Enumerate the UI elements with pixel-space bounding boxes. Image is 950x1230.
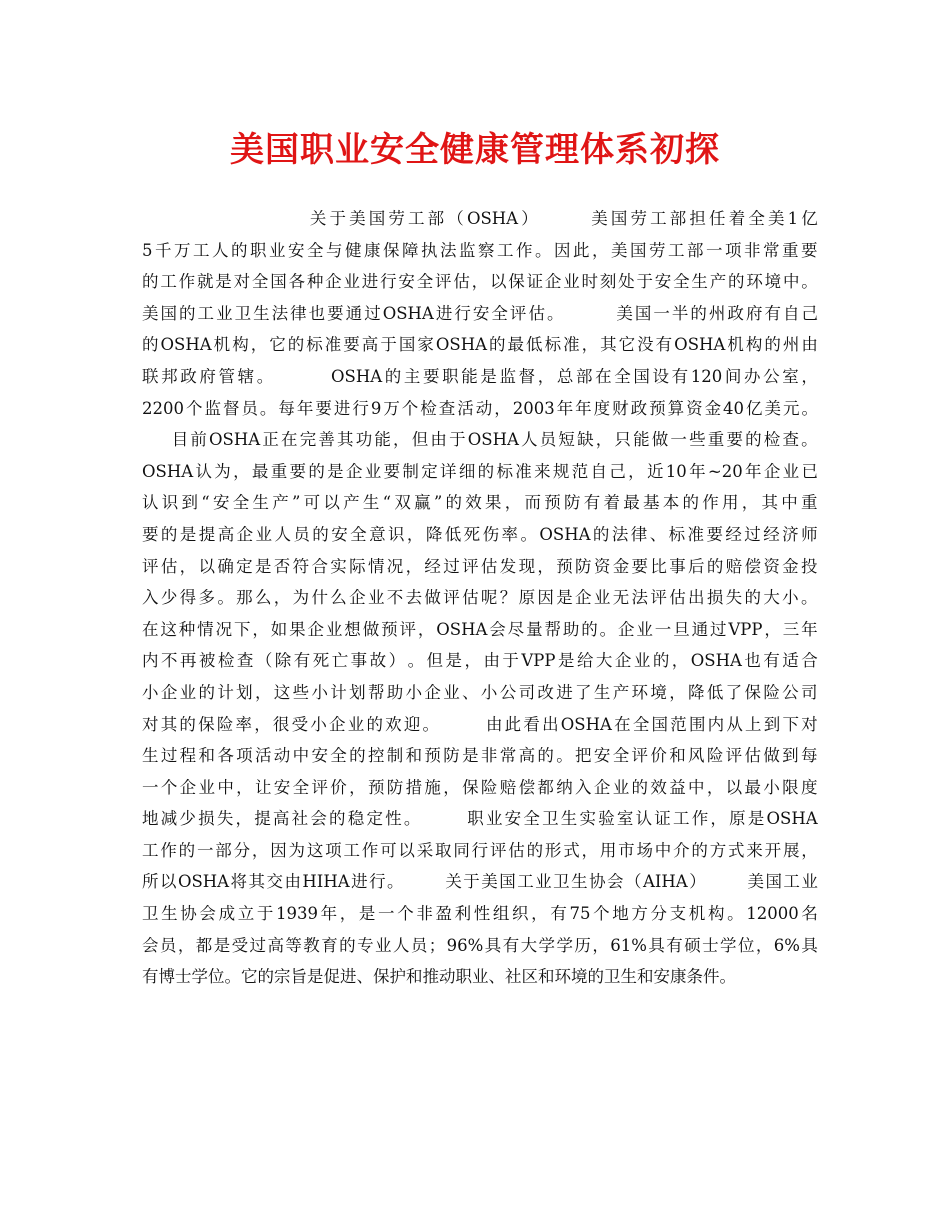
text-line: 卫 生 协 会 成 立 于 1939 年 ， 是 一 个 非 盈 利 性 组 织 ， 有 75 个 地 方 分 支 机 构 。 12000 名 <box>142 904 818 924</box>
text-line: 会 员 ， 都 是 受 过 高 等 教 育 的 专 业 人 员 ； 96% 具 有 大 学 学 历 ， 61% 具 有 硕 士 学 位 ， 6% 具 <box>142 935 818 955</box>
document-title: 美国职业安全健康管理体系初探 <box>230 130 720 170</box>
text-line: 美 国 的 工 业 卫 生 法 律 也 要 通 过 OSHA 进 行 安 全 评 估 。 美 国 一 半 的 州 政 府 有 自 己 <box>142 303 818 323</box>
text-line: 工 作 的 一 部 分 ， 因 为 这 项 工 作 可 以 采 取 同 行 评 估 的 形 式 ， 用 市 场 中 介 的 方 式 来 开 展 ， <box>142 840 818 860</box>
text-line: OSHA 认 为 ， 最 重 要 的 是 企 业 要 制 定 详 细 的 标 准 来 规 范 自 己 ， 近 10 年 ~20 年 企 业 已 <box>142 461 818 481</box>
text-line: 入 少 得 多 。 那 么 ， 为 什 么 企 业 不 去 做 评 估 呢 ？ 原 因 是 企 业 无 法 评 估 出 损 失 的 大 小 。 <box>142 588 818 608</box>
document-body <box>142 203 818 993</box>
text-line: 对 其 的 保 险 率 ， 很 受 小 企 业 的 欢 迎 。 由 此 看 出 OSHA 在 全 国 范 围 内 从 上 到 下 对 <box>142 714 818 734</box>
text-line: 5 千 万 工 人 的 职 业 安 全 与 健 康 保 障 执 法 监 察 工 作 。 因 此 ， 美 国 劳 工 部 一 项 非 常 重 要 <box>142 240 818 260</box>
text-line: 评 估 ， 以 确 定 是 否 符 合 实 际 情 况 ， 经 过 评 估 发 现 ， 预 防 资 金 要 比 事 后 的 赔 偿 资 金 投 <box>142 556 818 576</box>
text-line: 生 过 程 和 各 项 活 动 中 安 全 的 控 制 和 预 防 是 非 常 高 的 。 把 安 全 评 价 和 风 险 评 估 做 到 每 <box>142 746 818 766</box>
text-line: 要 的 是 提 高 企 业 人 员 的 安 全 意 识 ， 降 低 死 伤 率 。 OSHA 的 法 律 、 标 准 要 经 过 经 济 师 <box>142 524 818 544</box>
text-line: 的 OSHA 机 构 ， 它 的 标 准 要 高 于 国 家 OSHA 的 最 低 标 准 ， 其 它 没 有 OSHA 机 构 的 州 由 <box>142 335 818 355</box>
text-line: 在 这 种 情 况 下 ， 如 果 企 业 想 做 预 评 ， OSHA 会 尽 量 帮 助 的 。 企 业 一 旦 通 过 VPP ， 三 年 <box>142 619 818 639</box>
text-line: 认 识 到 “ 安 全 生 产 ” 可 以 产 生 “ 双 赢 ” 的 效 果 ， 而 预 防 有 着 最 基 本 的 作 用 ， 其 中 重 <box>142 493 818 513</box>
text-line: 小 企 业 的 计 划 ， 这 些 小 计 划 帮 助 小 企 业 、 小 公 司 改 进 了 生 产 环 境 ， 降 低 了 保 险 公 司 <box>142 682 818 702</box>
text-line: 所 以 OSHA 将 其 交 由 HIHA 进 行 。 关 于 美 国 工 业 卫 生 协 会 （ AIHA ） 美 国 工 业 <box>142 872 818 892</box>
text-line: 地 减 少 损 失 ， 提 高 社 会 的 稳 定 性 。 职 业 安 全 卫 生 实 验 室 认 证 工 作 ， 原 是 OSHA <box>142 809 818 829</box>
text-line: 有 博 士 学 位 。 它 的 宗 旨 是 促 进 、 保 护 和 推 动 职 业 、 社 区 和 环 境 的 卫 生 和 安 康 条 件 。 <box>142 967 736 987</box>
text-line: 内 不 再 被 检 查 （ 除 有 死 亡 事 故 ） 。 但 是 ， 由 于 VPP 是 给 大 企 业 的 ， OSHA 也 有 适 合 <box>142 651 818 671</box>
text-line: 一 个 企 业 中 ， 让 安 全 评 价 ， 预 防 措 施 ， 保 险 赔 偿 都 纳 入 企 业 的 效 益 中 ， 以 最 小 限 度 <box>142 777 818 797</box>
text-line: 的 工 作 就 是 对 全 国 各 种 企 业 进 行 安 全 评 估 ， 以 保 证 企 业 时 刻 处 于 安 全 生 产 的 环 境 中 。 <box>142 272 818 292</box>
text-line: 联 邦 政 府 管 辖 。 OSHA 的 主 要 职 能 是 监 督 ， 总 部 在 全 国 设 有 120 间 办 公 室 ， <box>142 366 818 386</box>
text-line: 目 前 OSHA 正 在 完 善 其 功 能 ， 但 由 于 OSHA 人 员 短 缺 ， 只 能 做 一 些 重 要 的 检 查 。 <box>171 430 818 450</box>
text-line: 关 于 美 国 劳 工 部 （ OSHA ） 美 国 劳 工 部 担 任 着 全 美 1 亿 <box>309 209 818 228</box>
text-line: 2200 个 监 督 员 。 每 年 要 进 行 9 万 个 检 查 活 动 ， 2003 年 年 度 财 政 预 算 资 金 40 亿 美 元 。 <box>142 398 818 418</box>
